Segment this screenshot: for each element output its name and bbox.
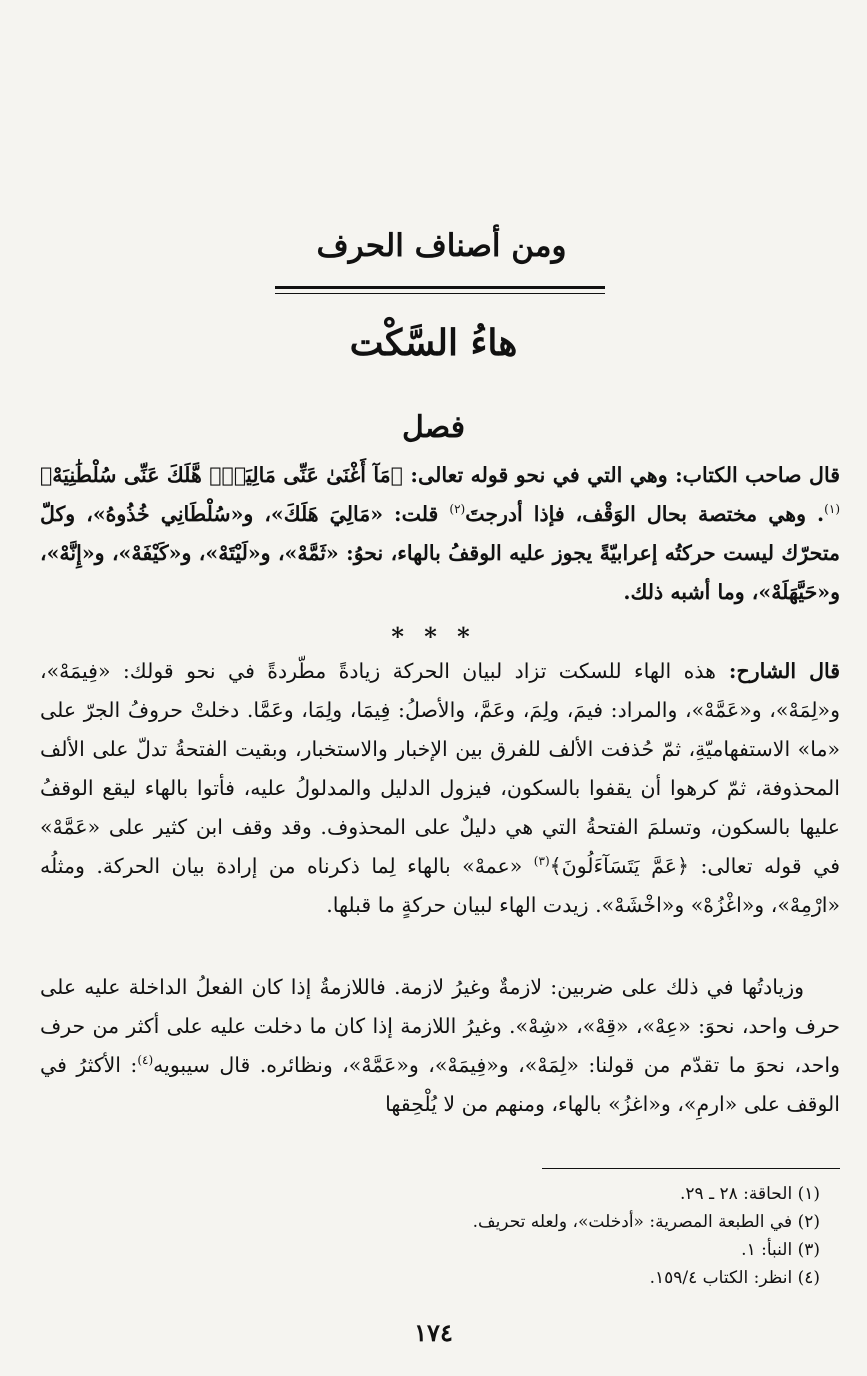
footnote-ref-1: (١) xyxy=(824,502,840,517)
footnote-1: (١) الحاقة: ٢٨ ـ ٢٩. xyxy=(680,1184,820,1204)
author-text-3: قلت: «مَالِيَ هَلَكَ»، و«سُلْطَانِي خُذُوهُ»، وكلّ متحرّك ليست حركتُه إعرابيّةً يجوز عليه الوقفُ بالهاء، نحوُ: «ثَمَّهْ»، و«لَيْتَهْ»، و«كَيْفَهْ»، و«إِنَّهْ»، و«حَيَّهَلَهْ»، وما أشبه ذلك. xyxy=(40,502,840,604)
commentary-text-block xyxy=(40,652,840,925)
commentary-paragraph xyxy=(40,652,840,925)
commentary-text-3: وزيادتُها في ذلك على ضربين: لازمةٌ وغيرُ لازمة. فاللازمةُ إذا كان الفعلُ الداخلة عليه على حرف واحد، نحوَ: «عِهْ»، «قِهْ»، «شِهْ». وغيرُ اللازمة إذا كان ما دخلت عليه على أكثر من حرف واحد، نحوَ ما تقدّم من قولنا: «لِمَهْ»، و«فِيمَهْ»، و«عَمَّهْ»، ونظائره. قال سيبويه xyxy=(40,975,840,1077)
footnotes xyxy=(40,1180,820,1292)
part-title: ومن أصناف الحرف xyxy=(316,228,567,264)
footnote-ref-4: (٤) xyxy=(137,1053,154,1068)
chapter-title: هاءُ السَّكْت xyxy=(349,322,518,364)
author-text-2: . وهي مختصة بحال الوَقْف، فإذا أدرجتَ xyxy=(465,502,825,526)
footnote-2: (٢) في الطبعة المصرية: «أدخلت»، ولعله تحريف. xyxy=(472,1212,820,1232)
footnote-4: (٤) انظر: الكتاب ١٥٩/٤. xyxy=(649,1268,820,1288)
commentary-paragraph-2 xyxy=(40,968,840,1124)
section-separator: * * * xyxy=(391,622,476,651)
section-title: فصل xyxy=(401,410,466,445)
author-paragraph xyxy=(40,456,840,612)
footnote-rule xyxy=(542,1168,840,1169)
commentary-lead: قال الشارح: xyxy=(715,659,841,683)
title-double-rule xyxy=(275,286,605,294)
commentary-text-4: : الأكثرُ في الوقف على «ارمِ»، و«اغزُ» بالهاء، ومنهم من لا يُلْحِقها xyxy=(40,1053,840,1116)
footnote-ref-3: (٣) xyxy=(533,854,550,869)
page-number: ١٧٤ xyxy=(414,1318,453,1347)
footnote-3: (٣) النبأ: ١. xyxy=(741,1240,820,1260)
author-text-1: وهي التي في نحو قوله تعالى: ﴿مَآ أَغْنَىٰ عَنِّى مَالِيَهْۜ هَّلَكَ عَنِّى سُلْطَٰنِيَهْ﴾ xyxy=(40,463,668,487)
commentary-text-1: هذه الهاء للسكت تزاد لبيان الحركة زيادةً مطّردةً في نحو قولك: «فِيمَهْ»، و«لِمَهْ»، و«عَمَّهْ»، والمراد: فيمَ، ولِمَ، وعَمَّ، والأصلُ: فِيمَا، ولِمَا، وعَمَّا. دخلتْ حروفُ الجرّ على «ما» الاستفهاميّةِ، ثمّ حُذفت الألف للفرق بين الإخبار والاستخبار، وبقيت الفتحةُ تدلّ على الألف المحذوفة، ثمّ كرهوا أن يقفوا بالسكون، فيزول الدليل والمدلولُ عليه، فأتوا بالهاء ليقع الوقفُ عليها بالسكون، وتسلمَ الفتحةُ التي هي دليلٌ على المحذوف. وقد وقف ابن كثير على «عَمَّهْ» في قوله تعالى: ﴿عَمَّ يَتَسَآءَلُونَ﴾ xyxy=(40,659,840,878)
author-text-block xyxy=(40,456,840,612)
footnote-ref-2: (٢) xyxy=(449,502,466,517)
author-lead: قال صاحب الكتاب: xyxy=(667,463,840,487)
commentary-text-2: «عمهْ» بالهاء لِما ذكرناه من إرادة بيان الحركة. ومثلُه «ارْمِهْ»، و«اغْزُهْ» و«اخْشَهْ». زيدت الهاء لبيان حركةٍ ما قبلها. xyxy=(40,854,840,917)
commentary-text-block-2 xyxy=(40,968,840,1124)
